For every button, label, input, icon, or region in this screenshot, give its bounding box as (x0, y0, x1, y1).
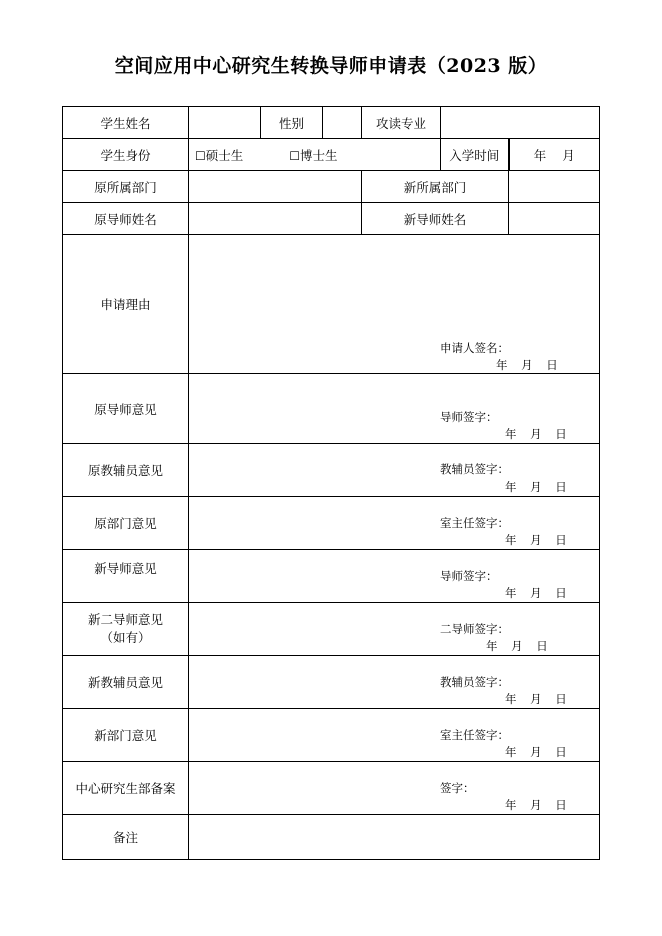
signature-label: 教辅员签字： (440, 462, 509, 476)
row-orig-dept-opinion (63, 497, 600, 550)
row-basic-info (63, 107, 600, 139)
major-label: 攻读专业 (362, 107, 441, 139)
gender-field[interactable] (323, 107, 362, 139)
student-name-label: 学生姓名 (63, 107, 189, 139)
reason-field[interactable] (189, 235, 600, 374)
reason-date: 年 月 日 (496, 358, 558, 372)
graduate-office-record-label: 中心研究生部备案 (63, 762, 189, 815)
gender-label: 性别 (261, 107, 323, 139)
new-assistant-opinion-label: 新教辅员意见 (63, 656, 189, 709)
row-new-assistant-opinion (63, 656, 600, 709)
new-advisor-opinion-label: 新导师意见 (63, 550, 189, 603)
new-dept-field[interactable] (509, 171, 600, 203)
opinion-date: 年 月 日 (505, 427, 567, 441)
new-dept-opinion-label: 新部门意见 (63, 709, 189, 762)
row-new-co-advisor-opinion (63, 603, 600, 656)
new-co-advisor-opinion-label (63, 603, 189, 656)
graduate-office-record-field[interactable] (189, 762, 600, 815)
new-advisor-opinion-field[interactable] (189, 550, 600, 603)
new-dept-label: 新所属部门 (362, 171, 509, 203)
phd-option[interactable] (289, 146, 337, 164)
new-dept-opinion-field[interactable] (189, 709, 600, 762)
signature-label: 导师签字： (440, 569, 498, 583)
new-advisor-label: 新导师姓名 (362, 203, 509, 235)
row-new-dept-opinion (63, 709, 600, 762)
opinion-date: 年 月 日 (505, 798, 567, 812)
major-field[interactable] (441, 107, 600, 139)
master-option-label: 硕士生 (205, 147, 244, 163)
opinion-date: 年 月 日 (505, 533, 567, 547)
enrollment-label: 入学时间 (441, 139, 509, 171)
orig-advisor-opinion-field[interactable] (189, 374, 600, 444)
co-advisor-opinion-title: 新二导师意见 (87, 612, 163, 627)
signature-label: 签字： (440, 781, 475, 795)
remarks-field[interactable] (189, 815, 600, 860)
reason-label: 申请理由 (63, 235, 189, 374)
page-title: 空间应用中心研究生转换导师申请表（2023 版） (114, 55, 548, 77)
row-department (63, 171, 600, 203)
row-orig-advisor-opinion (63, 374, 600, 444)
enrollment-date-field[interactable]: 年 月 (509, 139, 600, 171)
checkbox-icon[interactable]: ☐ (289, 148, 301, 163)
orig-assistant-opinion-field[interactable] (189, 444, 600, 497)
orig-dept-opinion-label: 原部门意见 (63, 497, 189, 550)
opinion-date: 年 月 日 (505, 480, 567, 494)
student-identity-label: 学生身份 (63, 139, 189, 171)
opinion-date: 年 月 日 (505, 586, 567, 600)
orig-advisor-label: 原导师姓名 (63, 203, 189, 235)
signature-label: 教辅员签字： (440, 675, 509, 689)
orig-advisor-opinion-label: 原导师意见 (63, 374, 189, 444)
new-advisor-field[interactable] (509, 203, 600, 235)
opinion-date: 年 月 日 (505, 745, 567, 759)
new-co-advisor-opinion-field[interactable] (189, 603, 600, 656)
row-graduate-office-record (63, 762, 600, 815)
master-option[interactable] (195, 146, 243, 164)
student-name-field[interactable] (189, 107, 261, 139)
row-reason (63, 235, 600, 374)
identity-options (189, 139, 441, 171)
row-orig-assistant-opinion (63, 444, 600, 497)
orig-dept-label: 原所属部门 (63, 171, 189, 203)
signature-label: 室主任签字： (440, 516, 509, 530)
orig-assistant-opinion-label: 原教辅员意见 (63, 444, 189, 497)
orig-dept-field[interactable] (189, 171, 362, 203)
new-assistant-opinion-field[interactable] (189, 656, 600, 709)
opinion-date: 年 月 日 (505, 692, 567, 706)
application-form-table (62, 106, 600, 860)
orig-dept-opinion-field[interactable] (189, 497, 600, 550)
signature-label: 室主任签字： (440, 728, 509, 742)
row-remarks (63, 815, 600, 860)
row-identity (63, 139, 600, 171)
applicant-signature-label: 申请人签名： (440, 341, 509, 355)
row-advisor (63, 203, 600, 235)
remarks-label: 备注 (63, 815, 189, 860)
row-new-advisor-opinion (63, 550, 600, 603)
signature-label: 导师签字： (440, 410, 498, 424)
orig-advisor-field[interactable] (189, 203, 362, 235)
checkbox-icon[interactable]: ☐ (195, 148, 206, 163)
opinion-date: 年 月 日 (486, 639, 548, 653)
phd-option-label: 博士生 (300, 147, 338, 163)
signature-label: 二导师签字： (440, 622, 509, 636)
co-advisor-optional-note: （如有） (100, 630, 151, 645)
